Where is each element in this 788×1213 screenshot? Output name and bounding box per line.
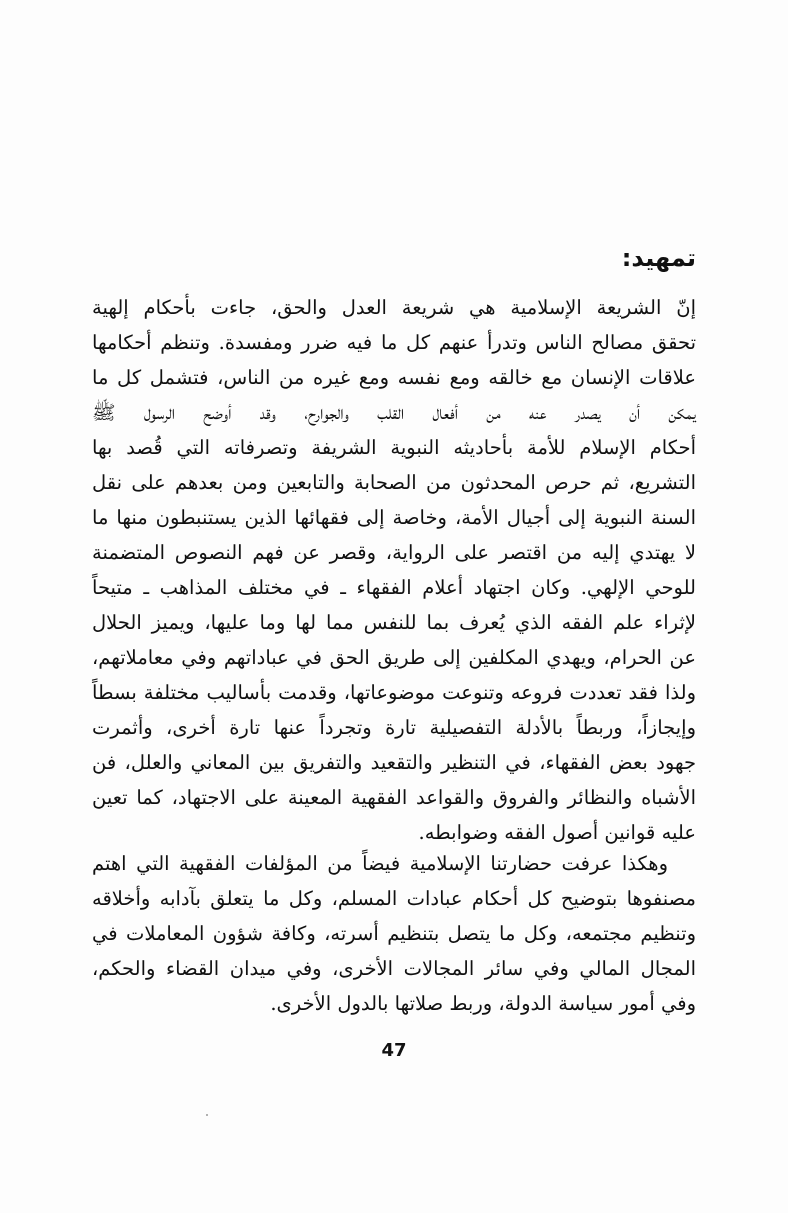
text-line: يمكن أن يصدر عنه من أفعال القلب والجوارح، وقد أوضح الرسول ﷺ	[92, 401, 696, 424]
text-line: جهود بعض الفقهاء، في التنظير والتقعيد والتفريق بين المعاني والعلل، فن	[92, 751, 696, 774]
text-line: وفي أمور سياسة الدولة، وربط صلاتها بالدول الأخرى.	[270, 992, 696, 1015]
text-line: وتنظيم مجتمعه، وكل ما يتصل بتنظيم أسرته، وكافة شؤون المعاملات في	[92, 922, 696, 945]
paragraph-1	[92, 290, 696, 850]
text-line: عليه قوانين أصول الفقه وضوابطه.	[418, 821, 696, 844]
paragraph-2	[92, 846, 696, 1021]
text-line: وهكذا عرفت حضارتنا الإسلامية فيضاً من المؤلفات الفقهية التي اهتم	[92, 852, 668, 875]
text-line: تحقق مصالح الناس وتدرأ عنهم كل ما فيه ضرر ومفسدة. وتنظم أحكامها	[92, 331, 696, 354]
text-line: المجال المالي وفي سائر المجالات الأخرى، وفي ميدان القضاء والحكم،	[92, 957, 696, 980]
text-line: الأشباه والنظائر والفروق والقواعد الفقهية المعينة على الاجتهاد، كما تعين	[92, 786, 696, 809]
text-line: التشريع، ثم حرص المحدثون من الصحابة والتابعين ومن بعدهم على نقل	[92, 471, 696, 494]
text-line: مصنفوها بتوضيح كل أحكام عبادات المسلم، وكل ما يتعلق بآدابه وأخلاقه	[92, 887, 696, 910]
scan-speck	[206, 1114, 208, 1116]
page-number: 47	[381, 1040, 407, 1061]
text-line: أحكام الإسلام للأمة بأحاديثه النبوية الشريفة وتصرفاته التي قُصد بها	[92, 436, 696, 459]
text-line: عن الحرام، ويهدي المكلفين إلى طريق الحق في عباداتهم وفي معاملاتهم،	[92, 646, 696, 669]
text-line: لإثراء علم الفقه الذي يُعرف بما للنفس مما لها وما عليها، ويميز الحلال	[92, 611, 696, 634]
section-heading: تمهيد:	[621, 244, 696, 272]
text-line: للوحي الإلهي. وكان اجتهاد أعلام الفقهاء ـ في مختلف المذاهب ـ متيحاً	[92, 576, 696, 599]
text-line: ولذا فقد تعددت فروعه وتنوعت موضوعاتها، وقدمت بأساليب مختلفة بسطاً	[92, 681, 696, 704]
text-line: لا يهتدي إليه من اقتصر على الرواية، وقصر عن فهم النصوص المتضمنة	[92, 541, 696, 564]
text-line: السنة النبوية إلى أجيال الأمة، وخاصة إلى فقهائها الذين يستنبطون منها ما	[92, 506, 696, 529]
text-line: علاقات الإنسان مع خالقه ومع نفسه ومع غيره من الناس، فتشمل كل ما	[92, 366, 696, 389]
text-line: وإيجازاً، وربطاً بالأدلة التفصيلية تارة وتجرداً عنها تارة أخرى، وأثمرت	[92, 716, 696, 739]
text-line: إنّ الشريعة الإسلامية هي شريعة العدل والحق، جاءت بأحكام إلهية	[92, 296, 696, 319]
